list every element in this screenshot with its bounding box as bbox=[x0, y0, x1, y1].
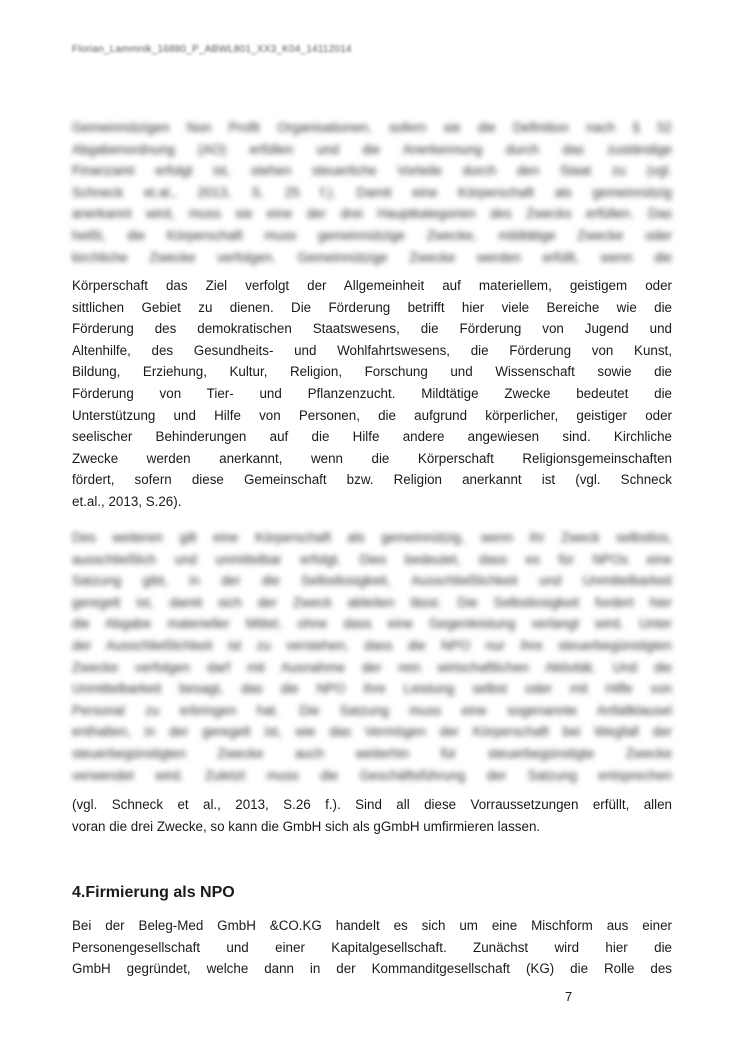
text-line: (vgl. Schneck et al., 2013, S.26 f.). Sind all diese Vorraussetzungen erfüllt, allen bbox=[72, 797, 672, 812]
text-line: Unterstützung und Hilfe von Personen, die aufgrund körperlicher, geistiger oder bbox=[72, 407, 672, 423]
text-line: Zwecke werden anerkannt, wenn die Körperschaft Religionsgemeinschaften bbox=[72, 450, 672, 466]
text-line: Altenhilfe, des Gesundheits- und Wohlfahrtswesens, die Förderung von Kunst, bbox=[72, 342, 672, 358]
running-header: Florian_Lammnik_16880_P_ABWL801_XX3_K04_14112014 bbox=[72, 44, 352, 55]
body-paragraph bbox=[72, 794, 672, 837]
text-line: die Abgabe materieller Mittel, ohne dass eine Gegenleistung verlangt wird. Unter bbox=[72, 616, 672, 632]
page-number: 7 bbox=[565, 989, 573, 1004]
text-line: Gemeinnützigen Non Profit Organisationen, sofern sie die Definition nach § 52 bbox=[72, 120, 672, 135]
section-heading: 4.Firmierung als NPO bbox=[72, 884, 235, 901]
text-line: anerkannt wird, muss sie eine der drei Hauptkategorien des Zwecks erfüllen. Das bbox=[72, 206, 672, 222]
text-line: et.al., 2013, S.26). bbox=[72, 493, 182, 509]
blurred-paragraph bbox=[72, 527, 672, 786]
text-line: der Ausschließlichkeit ist zu verstehen, dass die NPO nur ihre steuerbegünstigten bbox=[72, 637, 672, 653]
text-line: fördert, sofern diese Gemeinschaft bzw. Religion anerkannt ist (vgl. Schneck bbox=[72, 472, 672, 488]
text-line: sittlichen Gebiet zu dienen. Die Förderung betrifft hier viele Bereiche wie die bbox=[72, 299, 672, 315]
text-line: Abgabenordnung (AO) erfüllen und die Anerkennung durch das zuständige bbox=[72, 141, 672, 157]
text-line: Förderung von Tier- und Pflanzenzucht. Mildtätige Zwecke bedeutet die bbox=[72, 385, 672, 401]
text-line: GmbH gegründet, welche dann in der Kommanditgesellschaft (KG) die Rolle des bbox=[72, 961, 672, 977]
text-line: Förderung des demokratischen Staatswesens, die Förderung von Jugend und bbox=[72, 321, 672, 337]
section-paragraph bbox=[72, 915, 672, 980]
text-line: voran die drei Zwecke, so kann die GmbH sich als gGmbH umfirmieren lassen. bbox=[72, 818, 541, 834]
text-line: ausschließlich und unmittelbar erfolgt. Dies bedeutet, dass es für NPOs eine bbox=[72, 551, 672, 567]
text-line: seelischer Behinderungen auf die Hilfe andere angewiesen sind. Kirchliche bbox=[72, 429, 672, 445]
text-line: Des weiteren gilt eine Körperschaft als gemeinnützig, wenn ihr Zweck selbstlos, bbox=[72, 530, 672, 545]
text-line: Körperschaft das Ziel verfolgt der Allgemeinheit auf materiellem, geistigem oder bbox=[72, 278, 672, 293]
text-line: Satzung gibt, in der die Selbstlosigkeit, Ausschließlichkeit und Unmittelbarkeit bbox=[72, 573, 672, 589]
text-line: enthalten, in der geregelt ist, wie das Vermögen der Körperschaft bei Wegfall der bbox=[72, 724, 672, 740]
text-line: kirchliche Zwecke verfolgen. Gemeinnützige Zwecke werden erfüllt, wenn die bbox=[72, 249, 672, 265]
text-line: geregelt ist, damit sich der Zweck ableiten lässt. Die Selbstlosigkeit fordert hier bbox=[72, 594, 672, 610]
text-line: Personengesellschaft und einer Kapitalgesellschaft. Zunächst wird hier die bbox=[72, 939, 672, 955]
text-line: Bei der Beleg-Med GmbH &CO.KG handelt es sich um eine Mischform aus einer bbox=[72, 918, 672, 933]
blurred-paragraph bbox=[72, 117, 672, 268]
text-line: Finanzamt erfolgt ist, stehen steuerliche Vorteile durch den Staat zu (vgl. bbox=[72, 163, 672, 179]
text-line: steuerbegünstigten Zwecke auch weiterhin für steuerbegünstigte Zwecke bbox=[72, 745, 672, 761]
text-line: Personal zu erbringen hat. Die Satzung muss eine sogenannte Anfallklausel bbox=[72, 702, 672, 718]
text-line: Bildung, Erziehung, Kultur, Religion, Forschung und Wissenschaft sowie die bbox=[72, 364, 672, 380]
text-line: Zwecke verfolgen darf mit Ausnahme der rein wirtschaftlichen Aktivität. Und die bbox=[72, 659, 672, 675]
text-line: heißt, die Körperschaft muss gemeinnützige Zwecke, mildtätige Zwecke oder bbox=[72, 227, 672, 243]
text-line: Schneck et.al., 2013, S. 25 f.). Damit eine Körperschaft als gemeinnützig bbox=[72, 184, 672, 200]
text-line: verwendet wird. Zuletzt muss die Geschäftsführung der Satzung entsprechen bbox=[72, 767, 672, 783]
text-line: Unmittelbarkeit besagt, das die NPO ihre Leistung selbst oder mit Hilfe von bbox=[72, 681, 672, 697]
body-paragraph bbox=[72, 275, 672, 513]
